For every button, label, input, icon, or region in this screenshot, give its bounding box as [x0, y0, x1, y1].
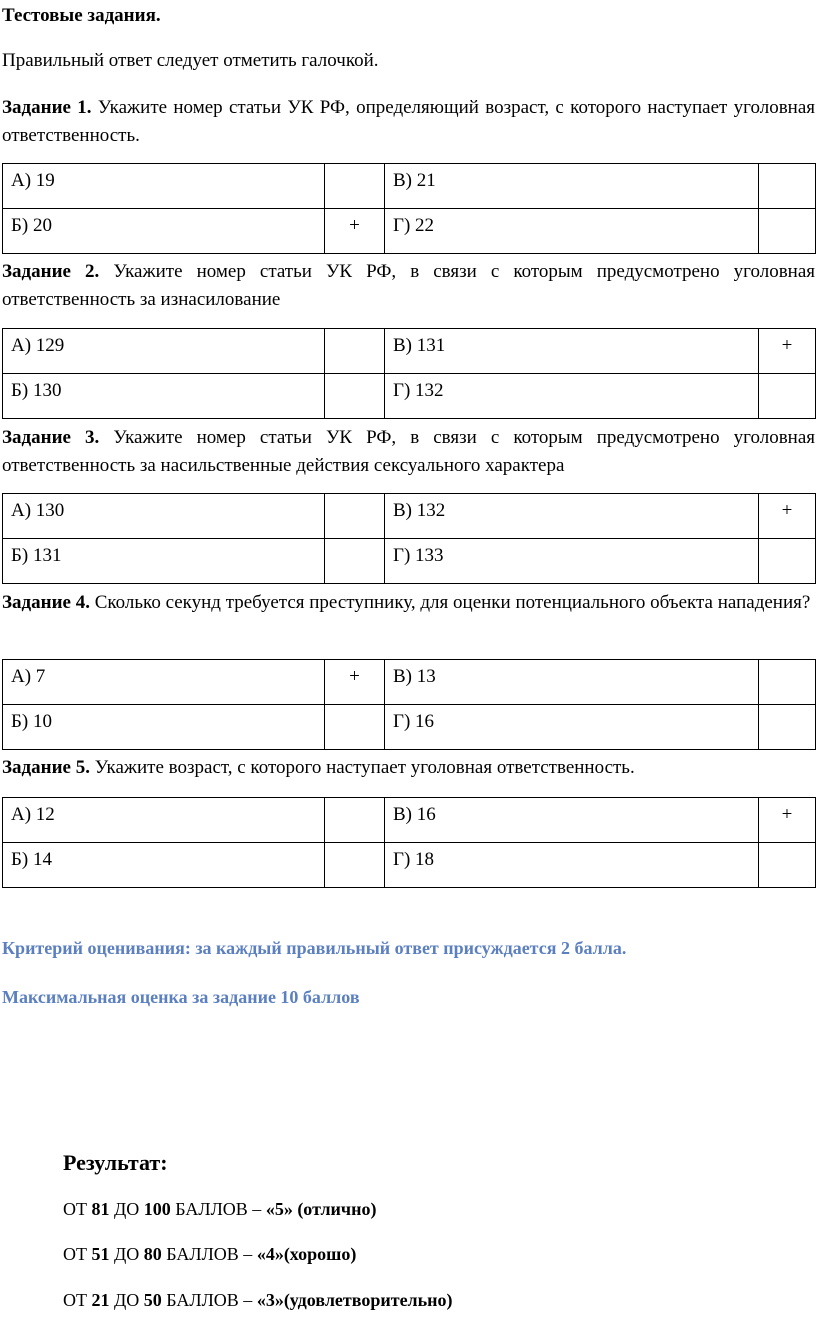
- table-row: [3, 209, 816, 254]
- answer-mark[interactable]: [325, 843, 385, 888]
- answer-mark[interactable]: [759, 705, 816, 750]
- task-3-question: [2, 424, 815, 480]
- max-score: Максимальная оценка за задание 10 баллов: [2, 987, 360, 1007]
- score-to: 100: [143, 1199, 171, 1219]
- answer-cell[interactable]: В) 21: [385, 164, 759, 209]
- task-label: Задание 2.: [2, 261, 100, 282]
- task-1-answers: [2, 163, 816, 254]
- answer-mark[interactable]: [759, 209, 816, 254]
- text: ОТ: [63, 1199, 92, 1219]
- answer-cell[interactable]: А) 19: [3, 164, 325, 209]
- table-row: [3, 539, 816, 584]
- grade: «5» (отлично): [265, 1199, 377, 1219]
- result-title: Результат:: [63, 1150, 168, 1175]
- answer-mark[interactable]: +: [325, 660, 385, 705]
- answer-cell[interactable]: Б) 131: [3, 539, 325, 584]
- answer-cell[interactable]: А) 130: [3, 494, 325, 539]
- answer-cell[interactable]: Б) 14: [3, 843, 325, 888]
- answer-cell[interactable]: А) 12: [3, 798, 325, 843]
- answer-cell[interactable]: А) 129: [3, 329, 325, 374]
- table-row: [3, 843, 816, 888]
- answer-mark[interactable]: [325, 705, 385, 750]
- instruction-note: Правильный ответ следует отметить галочкой.: [2, 50, 379, 71]
- page-title: Тестовые задания.: [2, 5, 161, 26]
- answer-mark[interactable]: [325, 539, 385, 584]
- task-label: Задание 5.: [2, 757, 90, 778]
- table-row: [3, 329, 816, 374]
- answer-mark[interactable]: [759, 374, 816, 419]
- text: БАЛЛОВ –: [161, 1244, 257, 1264]
- result-line-3: [63, 1290, 453, 1311]
- answer-mark[interactable]: [759, 164, 816, 209]
- answer-cell[interactable]: В) 131: [385, 329, 759, 374]
- text: БАЛЛОВ –: [161, 1290, 257, 1310]
- grade: «3»(удовлетворительно): [256, 1290, 453, 1310]
- answer-cell[interactable]: В) 132: [385, 494, 759, 539]
- answer-mark[interactable]: +: [759, 494, 816, 539]
- score-to: 80: [143, 1244, 162, 1264]
- task-2-answers: [2, 328, 816, 419]
- answer-mark[interactable]: [325, 798, 385, 843]
- task-text: Укажите номер статьи УК РФ, определяющий возраст, с которого наступает уголовная ответственность.: [2, 97, 816, 146]
- text: ДО: [109, 1244, 144, 1264]
- answer-mark[interactable]: +: [759, 329, 816, 374]
- table-row: [3, 660, 816, 705]
- result-line-5: [63, 1199, 376, 1220]
- answer-cell[interactable]: Г) 18: [385, 843, 759, 888]
- answer-cell[interactable]: Г) 22: [385, 209, 759, 254]
- text: ОТ: [63, 1244, 92, 1264]
- task-text: Укажите возраст, с которого наступает уголовная ответственность.: [89, 757, 635, 778]
- text: БАЛЛОВ –: [170, 1199, 266, 1219]
- grade: «4»(хорошо): [256, 1244, 357, 1264]
- answer-mark[interactable]: [325, 494, 385, 539]
- answer-mark[interactable]: +: [759, 798, 816, 843]
- score-from: 81: [91, 1199, 110, 1219]
- answer-mark[interactable]: +: [325, 209, 385, 254]
- task-4-answers: [2, 659, 816, 750]
- result-line-4: [63, 1244, 356, 1265]
- grading-criteria: Критерий оценивания: за каждый правильный ответ присуждается 2 балла.: [2, 938, 627, 958]
- table-row: [3, 164, 816, 209]
- table-row: [3, 374, 816, 419]
- table-row: [3, 494, 816, 539]
- text: ОТ: [63, 1290, 92, 1310]
- task-1-question: [2, 94, 815, 150]
- task-text: Укажите номер статьи УК РФ, в связи с которым предусмотрено уголовная ответственность за изнасилование: [2, 261, 816, 310]
- answer-mark[interactable]: [759, 539, 816, 584]
- task-2-question: [2, 258, 815, 314]
- answer-cell[interactable]: В) 13: [385, 660, 759, 705]
- task-label: Задание 3.: [2, 427, 100, 448]
- task-text: Сколько секунд требуется преступнику, для оценки потенциального объекта нападения?: [89, 592, 811, 613]
- text: ДО: [109, 1290, 144, 1310]
- score-from: 51: [91, 1244, 110, 1264]
- task-5-question: [2, 754, 815, 782]
- answer-mark[interactable]: [325, 329, 385, 374]
- task-text: Укажите номер статьи УК РФ, в связи с которым предусмотрено уголовная ответственность за насильственные действия сексуального характера: [2, 427, 816, 476]
- task-5-answers: [2, 797, 816, 888]
- score-to: 50: [143, 1290, 162, 1310]
- answer-cell[interactable]: В) 16: [385, 798, 759, 843]
- task-3-answers: [2, 493, 816, 584]
- table-row: [3, 705, 816, 750]
- answer-cell[interactable]: Г) 132: [385, 374, 759, 419]
- answer-mark[interactable]: [759, 660, 816, 705]
- score-from: 21: [91, 1290, 110, 1310]
- answer-cell[interactable]: Г) 133: [385, 539, 759, 584]
- answer-mark[interactable]: [325, 374, 385, 419]
- task-4-question: [2, 589, 815, 617]
- text: ДО: [109, 1199, 144, 1219]
- task-label: Задание 1.: [2, 97, 92, 118]
- answer-mark[interactable]: [325, 164, 385, 209]
- answer-cell[interactable]: Б) 130: [3, 374, 325, 419]
- answer-mark[interactable]: [759, 843, 816, 888]
- answer-cell[interactable]: Г) 16: [385, 705, 759, 750]
- answer-cell[interactable]: А) 7: [3, 660, 325, 705]
- task-label: Задание 4.: [2, 592, 90, 613]
- answer-cell[interactable]: Б) 20: [3, 209, 325, 254]
- table-row: [3, 798, 816, 843]
- answer-cell[interactable]: Б) 10: [3, 705, 325, 750]
